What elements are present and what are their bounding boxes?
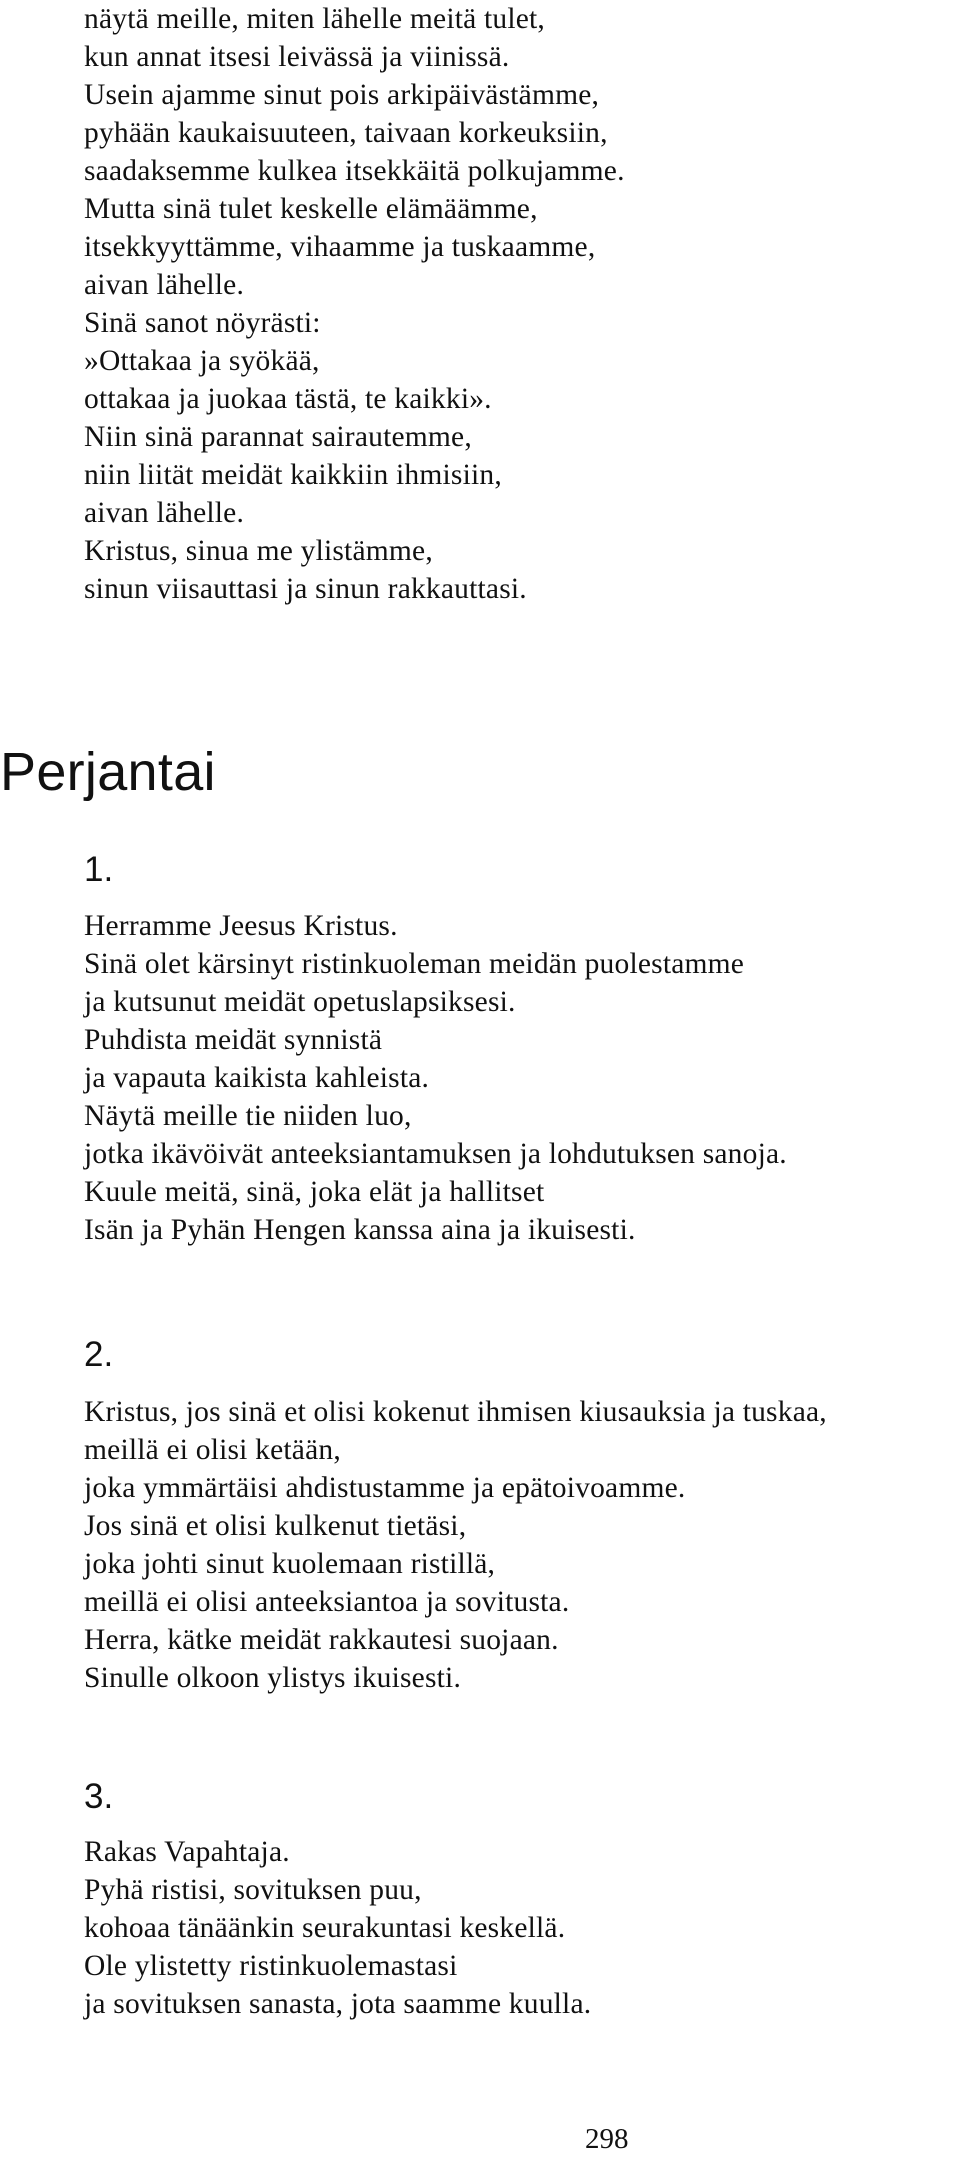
text-line: Sinä sanot nöyrästi: bbox=[84, 307, 321, 339]
text-line: Näytä meille tie niiden luo, bbox=[84, 1100, 412, 1132]
prayer-number: 3. bbox=[84, 1777, 114, 1816]
text-line: Mutta sinä tulet keskelle elämäämme, bbox=[84, 193, 538, 225]
text-line: Kristus, sinua me ylistämme, bbox=[84, 535, 433, 567]
text-line: Puhdista meidät synnistä bbox=[84, 1024, 383, 1056]
prayer-number: 1. bbox=[84, 850, 114, 889]
text-line: Herramme Jeesus Kristus. bbox=[84, 910, 398, 942]
text-line: sinun viisauttasi ja sinun rakkauttasi. bbox=[84, 573, 527, 605]
text-line: Niin sinä parannat sairautemme, bbox=[84, 421, 472, 453]
section-heading: Perjantai bbox=[0, 742, 216, 802]
text-line: meillä ei olisi ketään, bbox=[84, 1434, 341, 1466]
text-line: saadaksemme kulkea itsekkäitä polkujamme. bbox=[84, 155, 625, 187]
text-line: kohoaa tänäänkin seurakuntasi keskellä. bbox=[84, 1912, 566, 1944]
text-line: Herra, kätke meidät rakkautesi suojaan. bbox=[84, 1624, 559, 1656]
text-line: pyhään kaukaisuuteen, taivaan korkeuksiin, bbox=[84, 117, 608, 149]
text-line: ottakaa ja juokaa tästä, te kaikki». bbox=[84, 383, 492, 415]
text-line: näytä meille, miten lähelle meitä tulet, bbox=[84, 3, 545, 35]
text-line: jotka ikävöivät anteeksiantamuksen ja lohdutuksen sanoja. bbox=[84, 1138, 787, 1170]
text-line: meillä ei olisi anteeksiantoa ja sovitusta. bbox=[84, 1586, 570, 1618]
text-line: ja kutsunut meidät opetuslapsiksesi. bbox=[84, 986, 516, 1018]
text-line: kun annat itsesi leivässä ja viinissä. bbox=[84, 41, 510, 73]
text-line: niin liität meidät kaikkiin ihmisiin, bbox=[84, 459, 502, 491]
text-line: ja sovituksen sanasta, jota saamme kuulla. bbox=[84, 1988, 592, 2020]
text-line: Rakas Vapahtaja. bbox=[84, 1836, 290, 1868]
text-line: Sinulle olkoon ylistys ikuisesti. bbox=[84, 1662, 462, 1694]
page-number: 298 bbox=[585, 2123, 629, 2155]
text-line: joka ymmärtäisi ahdistustamme ja epätoivoamme. bbox=[84, 1472, 686, 1504]
prayer-text bbox=[84, 1393, 827, 1697]
text-line: Pyhä ristisi, sovituksen puu, bbox=[84, 1874, 422, 1906]
text-line: joka johti sinut kuolemaan ristillä, bbox=[84, 1548, 496, 1580]
continuation-text bbox=[84, 0, 625, 608]
text-line: aivan lähelle. bbox=[84, 269, 245, 301]
text-line: ja vapauta kaikista kahleista. bbox=[84, 1062, 430, 1094]
prayer-text bbox=[84, 1833, 591, 2023]
text-line: Ole ylistetty ristinkuolemastasi bbox=[84, 1950, 458, 1982]
text-line: »Ottakaa ja syökää, bbox=[84, 345, 320, 377]
text-line: Usein ajamme sinut pois arkipäivästämme, bbox=[84, 79, 600, 111]
prayer-text bbox=[84, 907, 787, 1249]
prayer-number: 2. bbox=[84, 1335, 114, 1374]
text-line: Jos sinä et olisi kulkenut tietäsi, bbox=[84, 1510, 467, 1542]
text-line: Sinä olet kärsinyt ristinkuoleman meidän puolestamme bbox=[84, 948, 745, 980]
text-line: Kuule meitä, sinä, joka elät ja hallitset bbox=[84, 1176, 545, 1208]
text-line: itsekkyyttämme, vihaamme ja tuskaamme, bbox=[84, 231, 596, 263]
text-line: Isän ja Pyhän Hengen kanssa aina ja ikuisesti. bbox=[84, 1214, 636, 1246]
text-line: Kristus, jos sinä et olisi kokenut ihmisen kiusauksia ja tuskaa, bbox=[84, 1396, 827, 1428]
text-line: aivan lähelle. bbox=[84, 497, 245, 529]
